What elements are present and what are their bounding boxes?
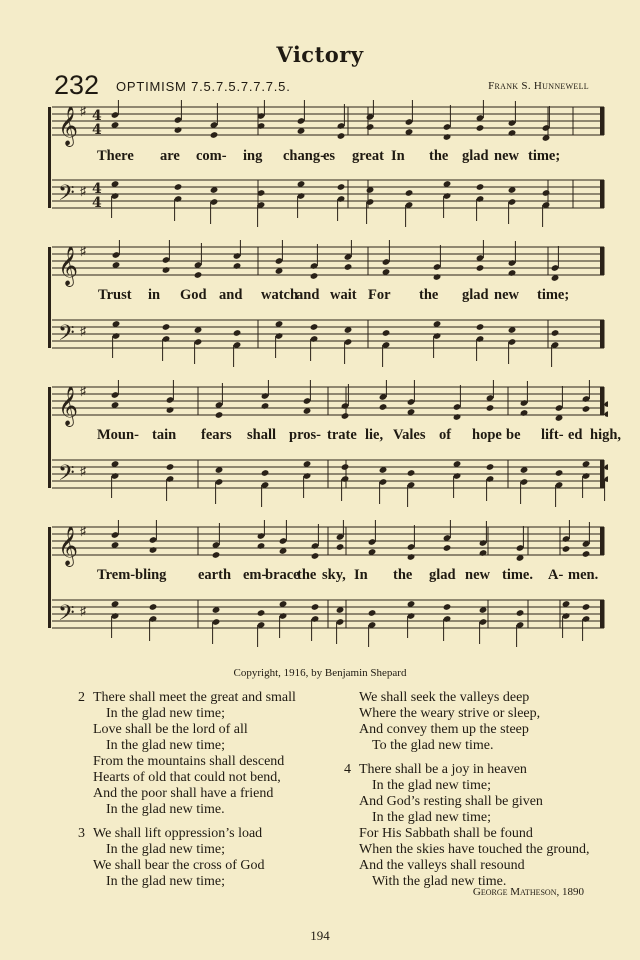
lyric-syllable: fears	[201, 427, 232, 443]
verse-text: And the poor shall have a friend	[93, 786, 274, 801]
lyric-syllable: ing	[243, 148, 263, 164]
lyric-syllable: the	[297, 567, 317, 583]
svg-text:𝄞: 𝄞	[58, 246, 79, 286]
lyric-syllable: For	[368, 287, 391, 303]
lyric-line	[48, 287, 608, 305]
lyric-syllable: brace	[265, 567, 300, 583]
lyric-syllable: In	[354, 567, 368, 583]
lyric-syllable: the	[419, 287, 439, 303]
verse-text: There shall be a joy in heaven	[359, 762, 527, 777]
verse-line	[78, 786, 296, 802]
lyric-syllable: In	[391, 148, 405, 164]
svg-text:♯: ♯	[80, 384, 86, 398]
svg-text:𝄢: 𝄢	[58, 321, 75, 351]
lyric-syllable: time.	[502, 567, 533, 583]
svg-text:♯: ♯	[80, 604, 86, 618]
verse-text: And God’s resting shall be given	[359, 794, 543, 809]
svg-text:♯: ♯	[80, 244, 86, 258]
composer-credit: Frank S. Hunnewell	[488, 80, 589, 92]
verse-text: Hearts of old that could not bend,	[93, 770, 281, 785]
music-system	[48, 520, 608, 660]
verse-line	[344, 858, 590, 874]
verse-number: 3	[78, 826, 85, 841]
lyric-syllable: pros-	[289, 427, 321, 443]
verse-line	[78, 842, 296, 858]
svg-text:4: 4	[92, 108, 102, 124]
verse-line	[344, 842, 590, 858]
verse-line	[344, 762, 590, 778]
svg-text:4: 4	[92, 195, 102, 211]
verse-line	[344, 826, 590, 842]
lyric-syllable: high,	[590, 427, 622, 443]
text-author: George Matheson, 1890	[472, 886, 584, 898]
verse-text: There shall meet the great and small	[93, 690, 296, 705]
lyric-syllable: com-	[196, 148, 227, 164]
verse-text: In the glad new time;	[106, 842, 225, 857]
lyric-syllable: A-	[548, 567, 564, 583]
lyric-syllable: wait	[330, 287, 357, 303]
lyric-syllable: Trem-	[97, 567, 136, 583]
page-number: 194	[310, 928, 330, 943]
lyric-syllable: Vales	[393, 427, 426, 443]
verse-number: 4	[344, 762, 351, 777]
svg-text:𝄞: 𝄞	[58, 386, 79, 426]
verse-text: From the mountains shall descend	[93, 754, 285, 769]
lyric-syllable: of	[439, 427, 452, 443]
lyric-syllable: new	[465, 567, 490, 583]
lyric-syllable: es	[323, 148, 336, 164]
lyric-syllable: new	[494, 287, 519, 303]
lyric-syllable: glad	[462, 287, 489, 303]
hymn-number: 232	[54, 70, 100, 100]
verse-text: When the skies have touched the ground,	[359, 842, 590, 857]
verse-line	[78, 874, 296, 890]
lyric-line	[48, 567, 608, 585]
svg-text:♯: ♯	[80, 104, 86, 118]
staff-notation	[48, 520, 608, 660]
verse-line	[78, 858, 296, 874]
copyright-notice: Copyright, 1916, by Benjamin Shepard	[233, 667, 407, 679]
verse-text: Love shall be the lord of all	[93, 722, 248, 737]
svg-text:𝄞: 𝄞	[58, 106, 79, 146]
verse-text: In the glad new time;	[106, 738, 225, 753]
lyric-syllable: lie,	[365, 427, 384, 443]
lyric-syllable: in	[148, 287, 161, 303]
lyric-syllable: time;	[528, 148, 561, 164]
lyric-line	[48, 427, 622, 445]
verse-line	[344, 706, 590, 722]
lyric-syllable: tain	[152, 427, 177, 443]
lyric-syllable: ed	[568, 427, 583, 443]
tune-name: OPTIMISM 7.5.7.5.7.7.7.5.	[116, 79, 291, 94]
lyric-syllable: em-	[243, 567, 267, 583]
lyric-syllable: are	[160, 148, 180, 164]
svg-text:♯: ♯	[80, 184, 86, 198]
svg-text:𝄞: 𝄞	[58, 526, 79, 566]
verse-text: In the glad new time;	[106, 874, 225, 889]
verses-left-column	[78, 690, 296, 890]
hymn-header	[54, 70, 589, 100]
verse-line	[78, 770, 296, 786]
svg-text:𝄢: 𝄢	[58, 181, 75, 211]
music-system	[48, 240, 608, 380]
music-system	[48, 100, 608, 240]
verse-stanza	[78, 826, 296, 890]
staff-notation	[48, 380, 608, 520]
staff-notation	[48, 240, 608, 380]
lyric-syllable: Moun-	[97, 427, 139, 443]
verse-text: To the glad new time.	[372, 738, 494, 753]
verse-stanza	[78, 690, 296, 818]
verse-text: We shall bear the cross of God	[93, 858, 265, 873]
verse-text: We shall lift oppression’s load	[93, 826, 263, 841]
verse-line	[344, 778, 590, 794]
lyric-syllable: the	[429, 148, 449, 164]
verse-text: In the glad new time.	[106, 802, 225, 817]
lyric-syllable: great	[352, 148, 384, 164]
svg-text:♯: ♯	[80, 524, 86, 538]
verse-text: And convey them up the steep	[359, 722, 529, 737]
verse-text: We shall seek the valleys deep	[359, 690, 530, 705]
lyric-syllable: glad	[462, 148, 489, 164]
verse-line	[78, 826, 296, 842]
verse-stanza	[344, 762, 590, 890]
verse-text: In the glad new time;	[106, 706, 225, 721]
svg-text:𝄢: 𝄢	[58, 461, 75, 491]
lyric-syllable: There	[97, 148, 134, 164]
svg-text:𝄢: 𝄢	[58, 601, 75, 631]
svg-text:♯: ♯	[80, 324, 86, 338]
verse-line	[344, 738, 590, 754]
verse-text: In the glad new time;	[372, 810, 491, 825]
lyric-syllable: shall	[247, 427, 277, 443]
lyric-syllable: hope	[472, 427, 502, 443]
lyric-syllable: the	[393, 567, 413, 583]
verse-line	[344, 690, 590, 706]
lyric-syllable: and	[219, 287, 243, 303]
lyric-syllable: time;	[537, 287, 570, 303]
verse-line	[344, 722, 590, 738]
lyric-syllable: and	[296, 287, 320, 303]
verse-line	[78, 802, 296, 818]
verse-stanza	[344, 690, 590, 754]
lyric-syllable: trate	[327, 427, 357, 443]
verses-right-column	[344, 690, 590, 890]
verse-line	[78, 738, 296, 754]
lyric-syllable: Trust	[98, 287, 132, 303]
verse-line	[78, 722, 296, 738]
verse-line	[344, 810, 590, 826]
verse-line	[344, 794, 590, 810]
lyric-syllable: glad	[429, 567, 456, 583]
verse-text: And the valleys shall resound	[359, 858, 525, 873]
verse-line	[78, 706, 296, 722]
verse-text: For His Sabbath shall be found	[359, 826, 533, 841]
lyric-syllable: God	[180, 287, 207, 303]
lyric-syllable: sky,	[322, 567, 346, 583]
verse-line	[78, 754, 296, 770]
verse-text: With the glad new time.	[372, 874, 507, 889]
verse-number: 2	[78, 690, 85, 705]
lyric-syllable: chang-	[283, 148, 325, 164]
verse-line	[78, 690, 296, 706]
lyric-syllable: men.	[568, 567, 599, 583]
music-system	[48, 380, 622, 520]
lyric-syllable: be	[506, 427, 521, 443]
svg-text:♯: ♯	[80, 464, 86, 478]
verse-text: Where the weary strive or sleep,	[359, 706, 541, 721]
svg-text:4: 4	[92, 122, 102, 138]
lyric-syllable: new	[494, 148, 519, 164]
hymn-title: Victory	[276, 42, 364, 67]
verse-text: In the glad new time;	[372, 778, 491, 793]
lyric-syllable: lift-	[541, 427, 564, 443]
lyric-syllable: bling	[135, 567, 167, 583]
staff-notation	[48, 100, 608, 240]
svg-text:4: 4	[92, 181, 102, 197]
lyric-line	[48, 148, 608, 166]
lyric-syllable: watch	[261, 287, 299, 303]
lyric-syllable: earth	[198, 567, 232, 583]
